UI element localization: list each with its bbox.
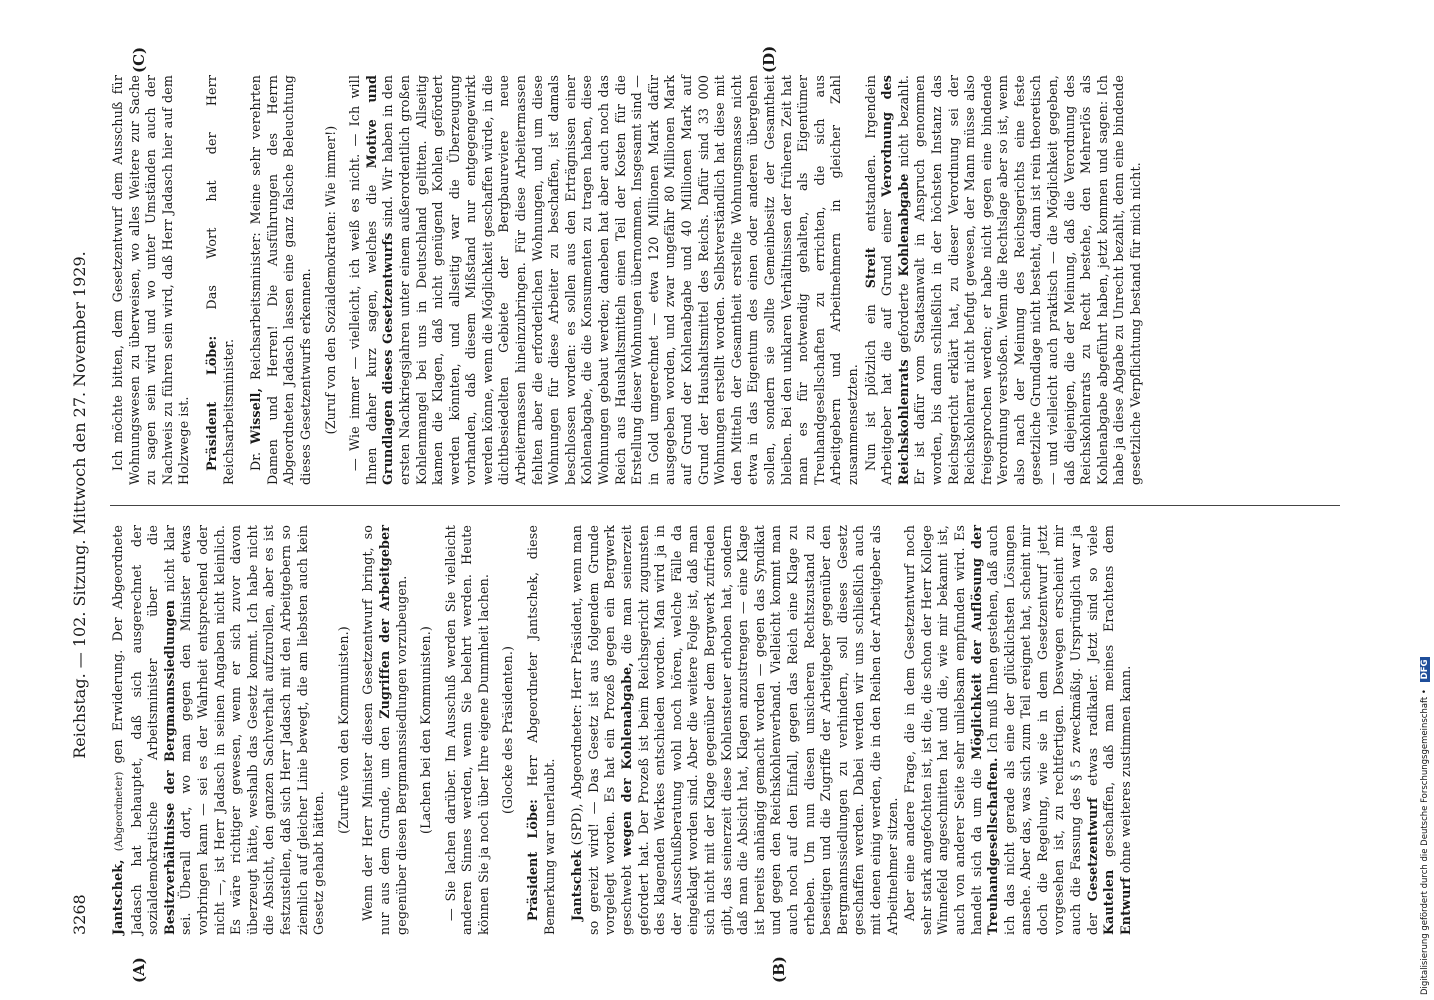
paragraph-text: Dr. — [248, 451, 264, 471]
dfg-logo: DFG — [1420, 657, 1430, 683]
paragraph-text: die man seinerzeit gefordert hat. Der Prozeß ist beim Reichsgericht zugunsten des klagenden Werkes entschieden worden. Man wird ja in der Ausschußberatung wohl noch hören, welche Fälle da eingeklagt worden sind. Aber die weitere Folge ist, daß man sich nicht mit der Klage gegenüber dem Bergwerk zufrieden gibt, das seinerzeit diese Kohlensteuer erhoben hat, sondern daß man die Absicht hat, Klagen anzustrengen — eine Klage ist bereits anhängig gemacht worden — gegen das Syndikat und gegen den Reichskohlenverband. Vielleicht kommt man auch noch auf den Einfall, gegen das Reich eine Klage zu erheben. Um nun diesen unsicheren Rechtszustand zu beseitigen und die Zugriffe der Arbeitgeber gegenüber den Bergmannssiedlungen zu verhindern, soll dieses Gesetz geschaffen werden. Dabei werden wir uns schließlich auch mit denen einig werden, die in den Reihen der Arbeitgeber als Arbeitnehmer sitzen. — [619, 524, 900, 935]
emphasis-text: Zugriffen der Arbeitgeber — [376, 525, 392, 719]
emphasis-text: Streit — [862, 247, 878, 289]
margin-marker-b: (B) — [770, 956, 788, 983]
paragraph — [863, 75, 1145, 485]
paragraph: Jantschek, (Abgeordneter) gen Erwiderung. Der Abgeordnete Jadasch hat behauptet, daß sich ausgerechnet der sozialdemokratische Arbeitsminister über die Besitzverhältnisse der Bergmannssiedlungen nicht klar sei. Überall dort, wo man gegen den Minister etwas vorbringen kann — sei es der Wahrheit entsprechend oder nicht —, ist Herr Jadasch in seinen Angaben nicht kleinlich. Es wäre richtiger gewesen, wenn er sich zuvor davon überzeugt hätte, weshalb das Gesetz kommt. Ich habe nicht die Absicht, den ganzen Sachverhalt aufzurollen, aber es ist festzustellen, daß sich Herr Jadasch mit den Arbeitgebern so ziemlich auf gleicher Linie bewegt, die am liebsten auch kein Gesetz gehabt hätten. — [110, 524, 327, 935]
interjection: (Zurufe von den Kommunisten.) — [335, 626, 351, 834]
paragraph-text: Wenn der Herr Minister diesen Gesetzentwurf bringt, so nur aus dem Grunde, um den — [360, 525, 392, 935]
emphasis-text: Verordnung des Reichskohlenrats — [879, 75, 911, 485]
paragraph-text: gen Erwiderung. Der Abgeordnete Jadasch hat behauptet, daß sich ausgerechnet der sozialdemokratische Arbeitsminister über die — [110, 524, 161, 935]
digitization-credit — [1420, 657, 1430, 995]
emphasis-text: Gesetzentwurf — [1084, 797, 1100, 902]
speaker-name: Präsident Löbe: — [203, 335, 219, 471]
emphasis-text: Besitzverhältnisse der Bergmannssiedlungen — [161, 600, 177, 935]
paragraph-text: gegenüber diesen Bergmannssiedlungen vorzubeugen. — [393, 575, 409, 935]
speaker-name: Jantschek — [569, 849, 585, 921]
paragraph — [204, 75, 237, 485]
paragraph-text: etwas radikaler. Jetzt sind so viele — [1084, 525, 1100, 786]
emphasis-text: Motive und Grundlagen dieses Gesetzentwurfs — [363, 74, 396, 485]
paragraph — [248, 75, 314, 485]
speaker-role: Abgeordneter — [114, 775, 125, 848]
margin-marker-a: (A) — [130, 957, 148, 983]
page-number: 3268 — [70, 894, 89, 935]
paragraph-text: entstanden. Irgendein Arbeitgeber hat die auf Grund einer — [862, 75, 895, 485]
interjection: (Glocke des Präsidenten.) — [500, 645, 516, 815]
paragraph-text: Nun ist plötzlich ein — [862, 304, 878, 471]
paragraph: Ich möchte bitten, dem Gesetzentwurf dem Ausschuß für Wohnungswesen zu überweisen, wo alles Weitere zur Sache zu sagen sein wird und wo unter Umständen auch der Nachweis zu führen sein wird, daß Herr Jadasch hier auf dem Holzwege ist. — [110, 75, 192, 485]
paragraph — [347, 75, 861, 485]
paragraph-text: Reichsarbeitsminister: Meine sehr verehrten Damen und Herren! Die Ausführungen des Herrn Abgeordneten Jadasch lassen eine ganz falsche Beleuchtung dieses Gesetzentwurfs erkennen. — [248, 75, 313, 485]
column-divider — [110, 505, 1340, 506]
emphasis-text: Möglichkeit der Auflösung der Treuhandgesellschaften. — [968, 525, 1001, 935]
margin-marker-c: (C) — [130, 46, 148, 73]
credit-text: Digitalisierung gefördert durch die Deutsche Forschungsgemeinschaft • — [1420, 689, 1430, 995]
paragraph — [360, 525, 410, 935]
paragraph-text: Ich muß Ihnen gestehen, daß auch ich das nicht gerade als eine der glücklichsten Lösungen ansehe. Aber das, was sich zum Teil ereignet hat, scheint mir doch die Regelung, wie sie in dem Gesetzentwurf jetzt vorgesehen ist, zu rechtfertigen. Deswegen erscheint mir auch die Fassung des § 5 zweckmäßig. Ursprünglich war ja der — [985, 524, 1100, 935]
paragraph-text: Das Wort hat der Herr Reichsarbeitsminister. — [203, 75, 236, 485]
paragraph-text: geforderte — [895, 283, 911, 353]
speaker-name: Wissell, — [248, 387, 264, 444]
paragraph — [902, 525, 1134, 935]
paragraph — [525, 525, 558, 935]
emphasis-text: Kautelen — [1101, 869, 1117, 935]
running-title: Reichstag. — 102. Sitzung. Mittwoch den 27. November 1929. — [70, 251, 89, 759]
interjection: (Lachen bei den Kommunisten.) — [418, 626, 434, 834]
paragraph-text: nicht bezahlt. Er ist dafür vom Staatsanwalt in Anspruch genommen worden, bis dann schließlich in der höchsten Instanz das Reichsgericht erklärt hat, zu dieser Verordnung sei der Reichskohlenrat nicht befugt gewesen, der Mann müsse also freigesprochen werden; er habe nicht gegen eine bindende Verordnung verstoßen. Wenn die Rechtslage aber so ist, wenn also nach der Meinung des Reichsgerichts eine feste gesetzliche Grundlage nicht besteht, dann ist rein theoretisch — und vielleicht auch praktisch — die Möglichkeit gegeben, daß diejenigen, die der Meinung, daß die Verordnung des Reichskohlenrats zu Recht bestehe, den Mehrerlös als Kohlenabgabe abgeführt haben, jetzt kommen und sagen: Ich habe ja diese Abgabe zu Unrecht bezahlt, denn eine bindende gesetzliche Verpflichtung bestand für mich nicht. — [895, 74, 1144, 485]
paragraph-text: nicht klar sei. Überall dort, wo man gegen den Minister etwas vorbringen kann — sei es der Wahrheit entsprechend oder nicht —, ist Herr Jadasch in seinen Angaben nicht kleinlich. Es wäre richtiger gewesen, wenn er sich zuvor davon überzeugt hätte, weshalb das Gesetz kommt. Ich habe nicht die Absicht, den ganzen Sachverhalt aufzurollen, aber es ist festzustellen, daß sich Herr Jadasch mit den Arbeitgebern so ziemlich auf gleicher Linie bewegt, die am liebsten auch kein Gesetz gehabt hätten. — [161, 524, 327, 935]
paragraph-text: Aber eine andere Frage, die in dem Gesetzentwurf noch sehr stark angefochten ist, ist die, die schon der Herr Kollege Winnefeld angeschnitten hat und die, wie mir bekannt ist, auch von anderer Seite sehr unliebsam empfunden wird. Es handelt sich da um die — [902, 525, 984, 935]
paragraph-text: geschaffen, daß man meines Erachtens dem — [1101, 525, 1117, 857]
emphasis-text: Entwurf — [1117, 877, 1133, 935]
paragraph-text: Herr Abgeordneter Jantschek, diese Bemerkung war unerlaubt. — [525, 525, 557, 935]
paragraph-text: ohne weiteres zustimmen kann. — [1117, 665, 1133, 874]
paragraph: — Sie lachen darüber. Im Ausschuß werden Sie vielleicht anderen Sinnes werden, wenn Sie belehrt werden. Heute können Sie ja noch über Ihre eigene Dummheit lachen. — [442, 525, 491, 935]
margin-marker-d: (D) — [760, 45, 778, 73]
emphasis-text: wegen der Kohlenabgabe, — [619, 662, 635, 857]
interjection: (Zuruf von den Sozialdemokraten: Wie immer!) — [322, 125, 338, 435]
paragraph — [569, 525, 901, 935]
paragraph-text: — Wie immer — vielleicht, ich weiß es nicht. — Ich will Ihnen daher kurz sagen, welches die — [347, 75, 379, 485]
paragraph-text: (SPD), Abgeordneter: Herr Präsident, wenn man so gereizt wird! — Das Gesetz ist aus folgendem Grunde vorgelegt worden. Es hat ein Prozeß gegen ein Bergwerk geschwebt — [569, 525, 635, 935]
paragraph-text: sind. Wir haben in den ersten Nachkriegsjahren unter einem außerordentlich großen Kohlenmangel bei uns in Deutschland gelitten. Allseitig kamen die Klagen, daß nicht genügend Kohlen gefördert werden könnten, und allseitig war die Überzeugung vorhanden, daß diesem Mißstand nur entgegengewirkt werden könne, wenn die Möglichkeit geschaffen würde, in die dichtbesiedelten Gebiete der Bergbaureviere neue Arbeitermassen hineinzubringen. Für diese Arbeitermassen fehlten aber die erforderlichen Wohnungen, und um diese Wohnungen für diese Arbeiter zu beschaffen, ist damals beschlossen worden: es sollen aus den Erträgnissen einer Kohlenabgabe, die die Konsumenten zu tragen haben, diese Wohnungen gebaut werden; daneben hat aber auch noch das Reich aus Haushaltsmitteln einen Teil der Kosten für die Erstellung dieser Wohnungen übernommen. Insgesamt sind — in Gold umgerechnet — etwa 120 Millionen Mark dafür ausgegeben worden, und zwar ungefähr 80 Millionen Mark auf Grund der Kohlenabgabe und 40 Millionen Mark auf Grund der Haushaltsmittel des Reichs. Dafür sind 33 000 Wohnungen erstellt worden. Selbstverständlich hat diese mit den Mitteln der Gesamtheit erstellte Wohnungsmasse nicht etwa in das Eigentum des einen oder anderen übergehen sollen, sondern sie sollte Gemeinbesitz der Gesamtheit bleiben. Bei den unklaren Verhältnissen der früheren Zeit hat man es für notwendig gehalten, als Eigentümer Treuhandgesellschaften zu errichten, die sich aus Arbeitgebern und Arbeitnehmern in gleicher Zahl zusammensetzten. — [380, 75, 860, 485]
right-column — [110, 75, 1146, 485]
speaker-name: Jantschek, — [110, 859, 125, 935]
left-column — [110, 525, 1135, 935]
speaker-name: Präsident Löbe: — [525, 799, 541, 921]
page-header — [60, 75, 100, 935]
document-page — [60, 45, 1360, 983]
emphasis-text: Kohlenabgabe — [895, 173, 911, 277]
